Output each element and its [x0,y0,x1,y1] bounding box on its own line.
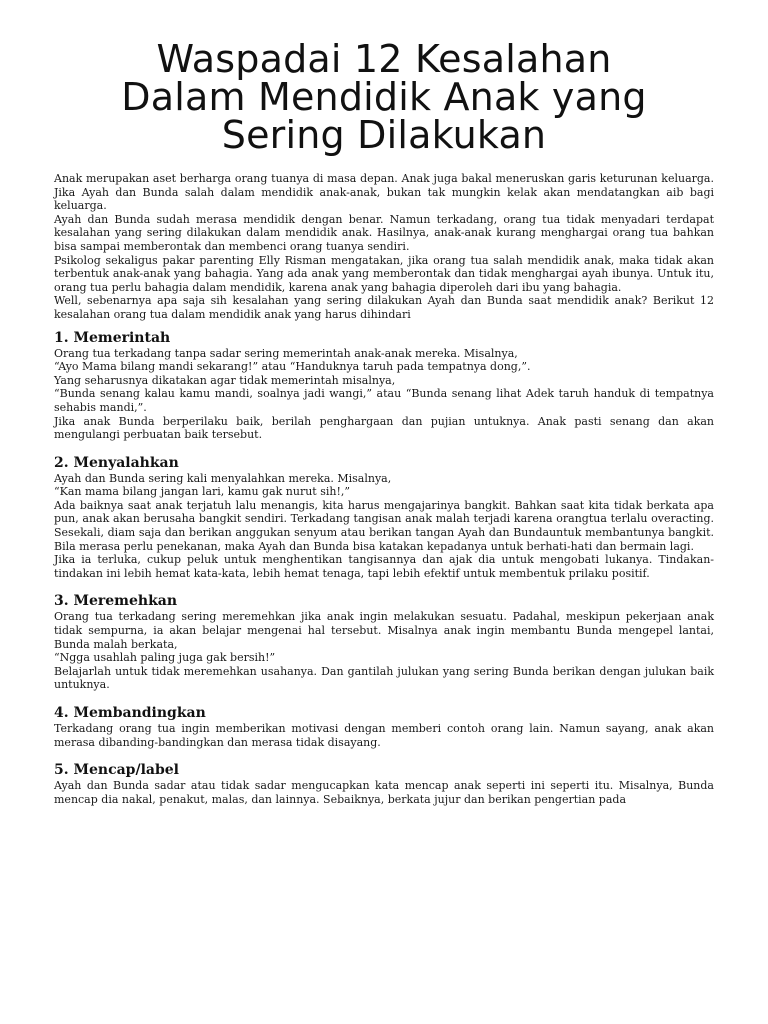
section-paragraph: Ayah dan Bunda sering kali menyalahkan mereka. Misalnya, [54,471,392,485]
section-membandingkan [54,705,714,749]
intro-paragraph: Anak merupakan aset berharga orang tuanya di masa depan. Anak juga bakal meneruskan garis keturunan keluarga. Jika Ayah dan Bunda salah dalam mendidik anak-anak, bukan tak mungkin kelak akan mendatangkan aib bagi keluarga. [54,172,714,213]
title-line: Dalam Mendidik Anak yang [121,75,647,119]
section-heading: 1. Memerintah [54,329,171,346]
intro-block [54,172,714,322]
section-heading: 2. Menyalahkan [54,454,179,471]
section-paragraph: Jika ia terluka, cukup peluk untuk menghentikan tangisannya dan ajak dia untuk mengobati lukanya. Tindakan-tindakan ini lebih hemat kata-kata, lebih hemat tenaga, tapi lebih efektif untuk membentuk prilaku positif. [54,553,714,580]
section-menyalahkan [54,455,714,581]
section-paragraph: “Bunda senang kalau kamu mandi, soalnya jadi wangi,” atau “Bunda senang lihat Adek taruh handuk di tempatnya sehabis mandi,”. [54,387,714,414]
section-heading: 3. Meremehkan [54,593,178,610]
page-title [54,37,714,157]
section-paragraph: Orang tua terkadang tanpa sadar sering memerintah anak-anak mereka. Misalnya, [54,346,518,360]
section-paragraph: Yang seharusnya dikatakan agar tidak memerintah misalnya, [54,373,396,387]
section-paragraph: Jika anak Bunda berperilaku baik, berilah penghargaan dan pujian untuknya. Anak pasti senang dan akan mengulangi perbuatan baik tersebut. [54,414,714,442]
intro-paragraph: Psikolog sekaligus pakar parenting Elly Risman mengatakan, jika orang tua salah mendidik anak, maka tidak akan terbentuk anak-anak yang bahagia. Yang ada anak yang memberontak dan tidak menghargai ayah ibunya. Untuk itu, orang tua perlu bahagia dalam mendidik, karena anak yang bahagia diperoleh dari ibu yang bahagia. [54,253,714,294]
section-paragraph: “Kan mama bilang jangan lari, kamu gak nurut sih!,” [54,485,351,499]
section-paragraph: Ada baiknya saat anak terjatuh lalu menangis, kita harus mengajarinya bangkit. Bahkan saat kita tidak berkata apa pun, anak akan berusaha bangkit sendiri. Terkadang tangisan anak malah terjadi karena orangtua terlalu overacting. Sesekali, diam saja dan berikan anggukan senyum atau berikan tangan Ayah dan Bundauntuk membantunya bangkit. Bila merasa perlu penekanan, maka Ayah dan Bunda bisa katakan kepadanya untuk berhati-hati dan bermain lagi. [54,498,714,553]
title-line: Sering Dilakukan [221,113,547,157]
section-mencap-label [54,762,714,806]
section-memerintah [54,330,714,442]
intro-paragraph: Well, sebenarnya apa saja sih kesalahan yang sering dilakukan Ayah dan Bunda saat mendidik anak? Berikut 12 kesalahan orang tua dalam mendidik anak yang harus dihindari [54,294,714,321]
intro-paragraph: Ayah dan Bunda sudah merasa mendidik dengan benar. Namun terkadang, orang tua tidak menyadari terdapat kesalahan yang sering dilakukan dalam mendidik anak. Hasilnya, anak-anak kurang menghargai orang tua bahkan bisa sampai memberontak dan membenci orang tuanya sendiri. [54,212,714,253]
section-paragraph: “Ngga usahlah paling juga gak bersih!” [54,651,276,665]
section-paragraph: Orang tua terkadang sering meremehkan jika anak ingin melakukan sesuatu. Padahal, meskipun pekerjaan anak tidak sempurna, ia akan belajar mengenai hal tersebut. Misalnya anak ingin membantu Bunda mengepel lantai, Bunda malah berkata, [54,610,714,651]
section-paragraph: “Ayo Mama bilang mandi sekarang!” atau “Handuknya taruh pada tempatnya dong,”. [54,360,531,374]
section-paragraph: Terkadang orang tua ingin memberikan motivasi dengan memberi contoh orang lain. Namun sayang, anak akan merasa dibanding-bandingkan dan merasa tidak disayang. [54,722,714,749]
section-paragraph: Ayah dan Bunda sadar atau tidak sadar mengucapkan kata mencap anak seperti ini seperti itu. Misalnya, Bunda mencap dia nakal, penakut, malas, dan lainnya. Sebaiknya, berkata jujur dan berikan pengertian pada [54,779,714,806]
section-paragraph: Belajarlah untuk tidak meremehkan usahanya. Dan gantilah julukan yang sering Bunda berikan dengan julukan baik untuknya. [54,664,714,692]
section-meremehkan [54,593,714,692]
title-line: Waspadai 12 Kesalahan [156,37,612,81]
section-heading: 5. Mencap/label [54,762,179,779]
section-heading: 4. Membandingkan [54,705,206,721]
